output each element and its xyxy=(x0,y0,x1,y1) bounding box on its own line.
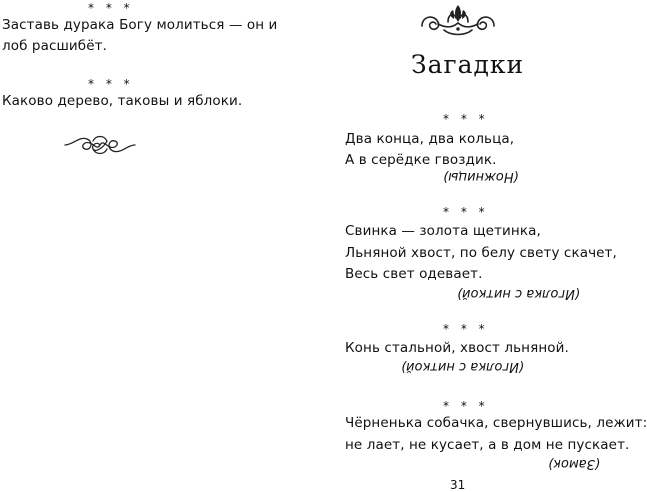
page-number: 31 xyxy=(450,478,466,492)
riddle-line: А в серёдке гвоздик. xyxy=(345,152,497,168)
riddle-line: Весь свет одевает. xyxy=(345,266,483,282)
page-title: Загадки xyxy=(411,50,525,79)
floral-scroll-ornament xyxy=(418,2,498,38)
riddle-line: не лает, не кусает, а в дом не пускает. xyxy=(345,437,630,453)
riddle-line: Конь стальной, хвост льняной. xyxy=(345,340,569,356)
section-separator: * * * xyxy=(443,399,489,413)
riddle-line: Свинка — золота щетинка, xyxy=(345,223,541,239)
right-page xyxy=(300,0,647,492)
swirl-divider-ornament xyxy=(63,132,137,158)
riddle-answer: (Иголка с ниткой) xyxy=(401,359,524,374)
section-separator: * * * xyxy=(443,205,489,219)
proverb-line: Заставь дурака Богу молиться — он и xyxy=(2,17,278,33)
section-separator: * * * xyxy=(88,77,134,91)
riddle-answer: (Иголка с ниткой) xyxy=(457,286,580,301)
section-separator: * * * xyxy=(443,322,489,336)
riddle-line: Два конца, два кольца, xyxy=(345,131,515,147)
proverb-line: лоб расшибёт. xyxy=(2,38,107,54)
riddle-line: Чёрненька собачка, свернувшись, лежит: xyxy=(345,415,647,431)
riddle-answer: (Ножницы) xyxy=(443,169,519,184)
proverb-line: Каково дерево, таковы и яблоки. xyxy=(2,93,243,109)
riddle-answer: (Замок) xyxy=(548,456,601,471)
section-separator: * * * xyxy=(443,112,489,126)
riddle-line: Льняной хвост, по белу свету скачет, xyxy=(345,245,617,261)
left-page xyxy=(0,0,300,492)
section-separator: * * * xyxy=(88,1,134,15)
